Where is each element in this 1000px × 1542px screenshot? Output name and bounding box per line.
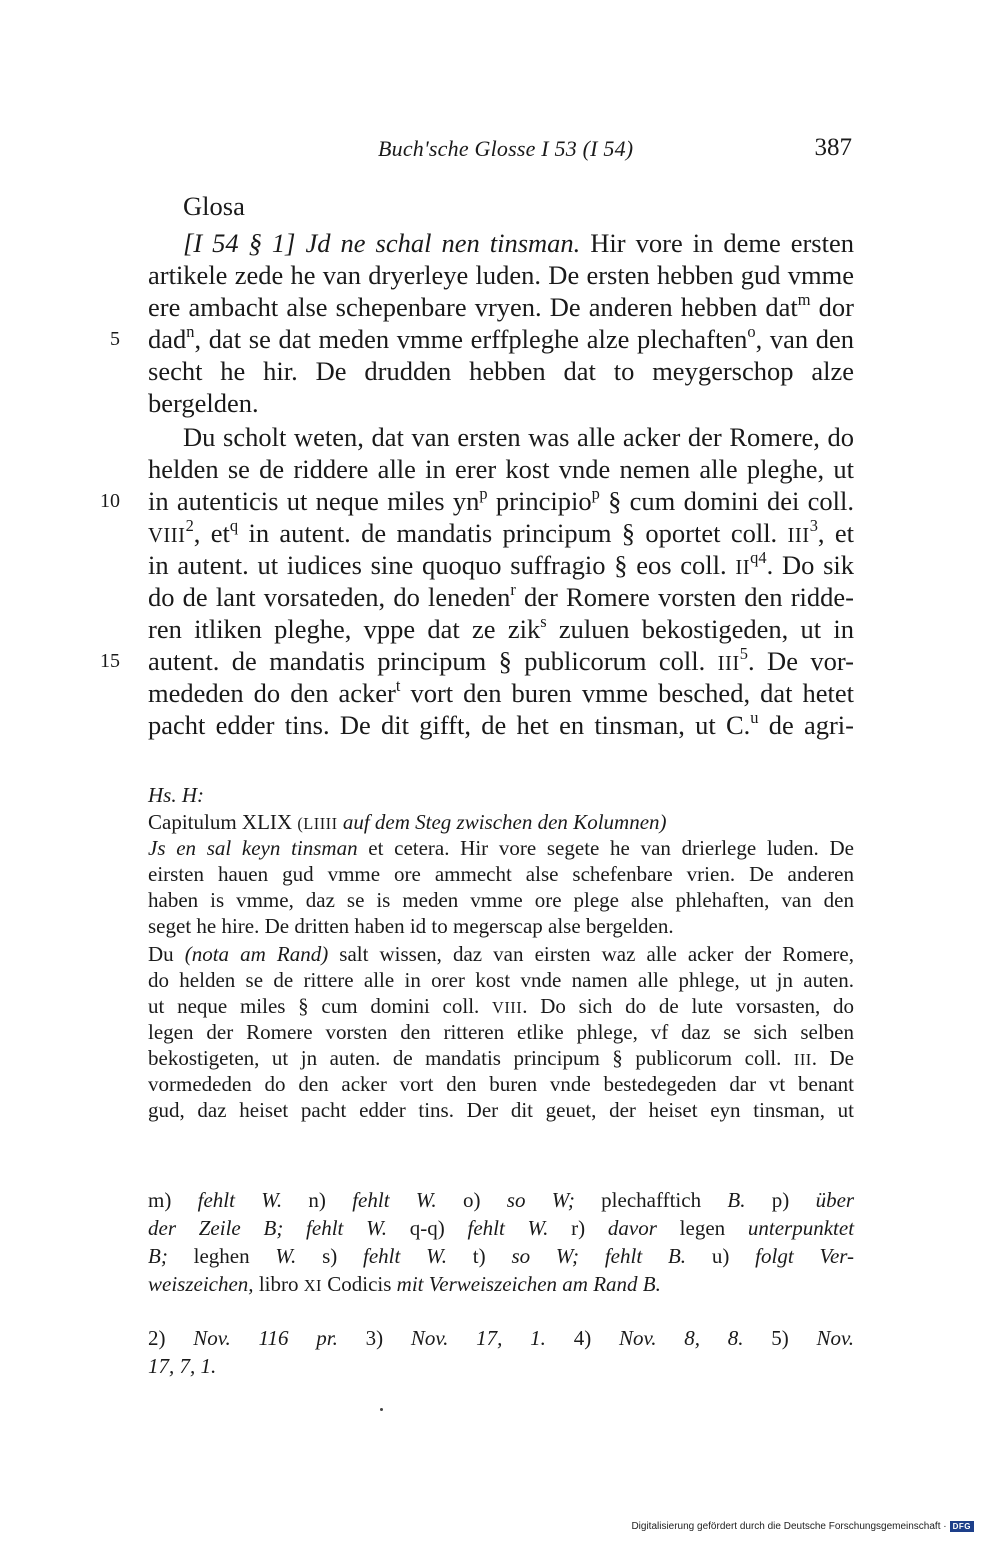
apparatus-line-12: gud, daz heiset pacht edder tins. Der dit geuet, der heiset eyn tinsman, ut (148, 1098, 854, 1122)
apparatus-line-1: Capitulum XLIX (LIIII auf dem Steg zwischen den Kolumnen) (148, 810, 667, 834)
main-line-1: [I 54 § 1] Jd ne schal nen tinsman. Hir vore in deme ersten (183, 228, 854, 258)
running-head (148, 136, 854, 170)
page-number: 387 (814, 134, 852, 161)
source-notes-line-1: 2) Nov. 116 pr. 3) Nov. 17, 1. 4) Nov. 8, 8. 5) Nov. (148, 1326, 855, 1350)
apparatus-line-3: eirsten hauen gud vmme ore ammecht alse schefenbare vrien. De anderen (148, 862, 854, 886)
stray-mark (380, 1408, 383, 1411)
line-number-5: 5 (110, 328, 120, 350)
footer-text: Digitalisierung gefördert durch die Deutsche Forschungsgemeinschaft · (631, 1521, 947, 1532)
main-line-6: bergelden. (148, 388, 259, 418)
critical-notes-line-2: der Zeile B; fehlt W. q-q) fehlt W. r) davor legen unterpunktet (148, 1216, 855, 1240)
main-line-13: ren itliken pleghe, vppe dat ze zik$^s$ zuluen bekostigeden, ut in (148, 611, 854, 644)
main-line-11: in autent. ut iudices sine quoquo suffragio § eos coll. $II^{q4}$. Do sik (148, 547, 854, 580)
apparatus-line-2: Js en sal keyn tinsman et cetera. Hir vore segete he van drierlege luden. De (148, 836, 854, 860)
apparatus-label: Hs. H: (148, 783, 204, 807)
main-line-8: helden se de riddere alle in erer kost vnde nemen alle pleghe, ut (148, 454, 854, 484)
apparatus-line-11: vormededen do den acker vort den buren vnde bestedegeden dar vt benant (148, 1072, 854, 1096)
apparatus-line-8: ut neque miles § cum domini coll. VIII. Do sich do de lute vorsasten, do (148, 994, 855, 1018)
apparatus-line-6: Du (nota am Rand) salt wissen, daz van eirsten waz alle acker der Romere, (148, 942, 854, 966)
main-line-14: autent. de mandatis principum § publicorum coll. III$^5$. De vor- (148, 643, 854, 676)
running-title: Buch'sche Glosse I 53 (I 54) (378, 136, 634, 161)
main-line-12: do de lant vorsateden, do leneden$^r$ der Romere vorsten den ridde- (148, 579, 854, 612)
main-line-16: pacht edder tins. De dit gifft, de het en tinsman, ut C.$^u$ de agri- (148, 707, 854, 740)
apparatus-line-5: seget he hire. De dritten haben id to megerscap alse bergelden. (148, 914, 674, 938)
main-line-7: Du scholt weten, dat van ersten was alle acker der Romere, do (183, 422, 854, 452)
main-line-3: ere ambacht alse schepenbare vryen. De anderen hebben dat$^m$ dor (148, 289, 854, 322)
apparatus-line-9: legen der Romere vorsten den ritteren etlike phlege, vf daz se sich selben (148, 1020, 854, 1044)
main-line-15: mededen do den acker$^t$ vort den buren vmme besched, dat hetet (148, 675, 854, 708)
main-line-9: in autenticis ut neque miles $yn^p$ principio$^p$ § cum domini dei coll. (148, 483, 854, 516)
apparatus-line-4: haben is vmme, daz se is meden vmme ore plege alse phlehaften, van den (148, 888, 854, 912)
main-line-4: dad$^n$, dat se dat meden vmme erffpleghe alze plechaften$^o$, van den (148, 321, 854, 354)
main-line-10: VIII$^2$, $et^q$ in autent. de mandatis principum § oportet coll. III$^3$, et (148, 515, 855, 548)
line-number-15: 15 (100, 650, 120, 672)
critical-notes-line-4: weiszeichen, libro XI Codicis mit Verweiszeichen am Rand B. (148, 1272, 661, 1296)
critical-notes-line-3: B; leghen W. s) fehlt W. t) so W; fehlt B. u) folgt Ver- (148, 1244, 855, 1268)
apparatus-line-10: bekostigeten, ut jn auten. de mandatis principum § publicorum coll. III. De (148, 1046, 854, 1070)
digitization-footer (631, 1521, 974, 1532)
apparatus-line-7: do helden se de rittere alle in orer kost vnde namen alle phlege, ut jn auten. (148, 968, 854, 992)
line-number-10: 10 (100, 490, 120, 512)
source-notes-line-2: 17, 7, 1. (148, 1354, 217, 1378)
glosa-heading: Glosa (183, 191, 245, 221)
main-line-2: artikele zede he van dryerleye luden. De ersten hebben gud vmme (148, 260, 854, 290)
main-line-5: secht he hir. De drudden hebben dat to meygerschop alze (148, 356, 854, 386)
dfg-logo: DFG (950, 1521, 974, 1532)
critical-notes-line-1: m) fehlt W. n) fehlt W. o) so W; plechafftich B. p) über (148, 1188, 855, 1212)
